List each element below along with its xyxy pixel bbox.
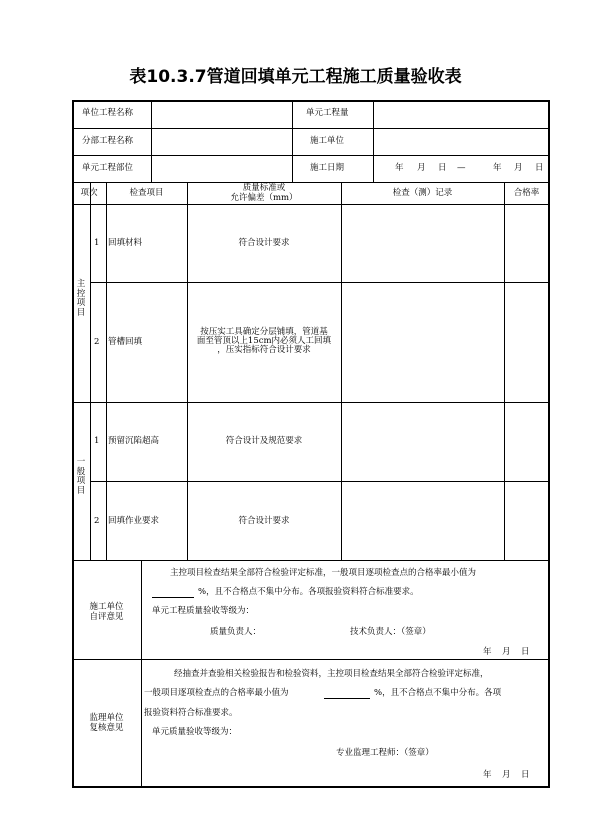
item-no: 2 — [94, 516, 100, 526]
construction-unit-label: 施工单位 — [310, 136, 345, 146]
quality-standard: 面至管顶以上15cm内必须人工回填 — [196, 336, 332, 346]
supervision-text: %，且不合格点不集中分布。各项 — [374, 688, 502, 698]
divider — [504, 182, 505, 560]
border-right — [548, 100, 550, 788]
date-month-end: 月 — [514, 163, 523, 173]
item-no: 2 — [94, 337, 100, 347]
check-item-name: 预留沉陷超高 — [108, 436, 160, 446]
main-control-items-label: 主控项目 — [76, 279, 86, 318]
self-eval-text: 主控项目检查结果全部符合检验评定标准，一般项目逐项检查点的合格率最小值为 — [170, 568, 477, 578]
check-item-name: 回填作业要求 — [108, 516, 160, 526]
supervision-date-day: 日 — [521, 770, 530, 780]
engineer-label: 专业监理工程师：（签章） — [336, 748, 434, 758]
col-standard-line2: 允许偏差（mm） — [230, 193, 298, 203]
sub-project-name-label: 分部工程名称 — [82, 136, 134, 146]
divider — [72, 659, 550, 660]
supervision-text: 经抽查并查验相关检验报告和检验资料，主控项目检查结果全部符合检验评定标准， — [174, 669, 489, 679]
divider — [72, 560, 550, 561]
date-month-start: 月 — [417, 163, 426, 173]
unit-project-location-label: 单元工程部位 — [82, 163, 134, 173]
construction-date-label: 施工日期 — [310, 163, 345, 173]
divider — [90, 481, 550, 482]
date-day-end: 日 — [535, 163, 544, 173]
supervision-label-line1: 监理单位 — [89, 713, 124, 723]
date-day-start: 日 — [438, 163, 447, 173]
item-no: 1 — [94, 436, 100, 446]
self-eval-grade-label: 单元工程质量验收等级为： — [152, 606, 255, 616]
quality-standard: 符合设计要求 — [238, 516, 290, 526]
date-year-start: 年 — [395, 163, 404, 173]
self-eval-date-year: 年 — [483, 647, 492, 657]
divider — [151, 100, 152, 182]
quality-standard: ，压实指标符合设计要求 — [217, 345, 311, 355]
item-no: 1 — [94, 238, 100, 248]
quality-standard: 按压实工具确定分层铺填，管道基 — [200, 327, 328, 337]
col-item-no: 项次 — [80, 188, 98, 198]
check-item-name: 管槽回填 — [108, 337, 143, 347]
divider — [90, 282, 550, 283]
unit-project-name-label: 单位工程名称 — [82, 108, 134, 118]
supervision-grade-label: 单元质量验收等级为： — [152, 727, 238, 737]
divider — [341, 182, 342, 560]
border-bottom — [72, 786, 550, 788]
divider — [106, 182, 107, 560]
divider — [72, 155, 550, 156]
col-pass-rate: 合格率 — [513, 188, 540, 198]
tech-person-label: 技术负责人：（签章） — [350, 627, 431, 637]
supervision-min-rate-blank[interactable] — [324, 688, 370, 699]
border-top — [72, 100, 550, 102]
supervision-text: 一般项目逐项检查点的合格率最小值为 — [144, 688, 289, 698]
unit-project-quantity-label: 单元工程量 — [306, 108, 349, 118]
divider — [72, 204, 550, 205]
quality-standard: 符合设计要求 — [238, 238, 290, 248]
self-eval-label-line1: 施工单位 — [89, 602, 124, 612]
self-eval-label-line2: 自评意见 — [89, 612, 124, 622]
quality-standard: 符合设计及规范要求 — [225, 436, 303, 446]
self-eval-date-day: 日 — [521, 647, 530, 657]
date-year-end: 年 — [493, 163, 502, 173]
divider — [292, 100, 293, 182]
divider — [72, 402, 550, 403]
supervision-label-line2: 复核意见 — [89, 723, 124, 733]
check-item-name: 回填材料 — [108, 238, 143, 248]
date-dash: — — [457, 163, 466, 173]
supervision-text: 报验资料符合标准要求。 — [144, 708, 238, 718]
quality-person-label: 质量负责人： — [210, 627, 262, 637]
col-check-item: 检查项目 — [129, 188, 164, 198]
divider — [373, 100, 374, 182]
page-title: 表10.3.7管道回填单元工程施工质量验收表 — [129, 67, 462, 87]
col-standard-line1: 质量标准或 — [242, 183, 286, 193]
self-eval-date-month: 月 — [502, 647, 511, 657]
general-items-label: 一般项目 — [76, 457, 86, 496]
acceptance-form — [72, 100, 550, 788]
divider — [141, 560, 142, 786]
col-record: 检查（测）记录 — [392, 188, 453, 198]
self-eval-min-rate-blank[interactable] — [152, 587, 194, 598]
border-left — [72, 100, 74, 788]
divider — [72, 128, 550, 129]
divider — [90, 182, 91, 560]
self-eval-text: %，且不合格点不集中分布。各项报验资料符合标准要求。 — [198, 587, 419, 597]
supervision-date-month: 月 — [502, 770, 511, 780]
supervision-date-year: 年 — [483, 770, 492, 780]
